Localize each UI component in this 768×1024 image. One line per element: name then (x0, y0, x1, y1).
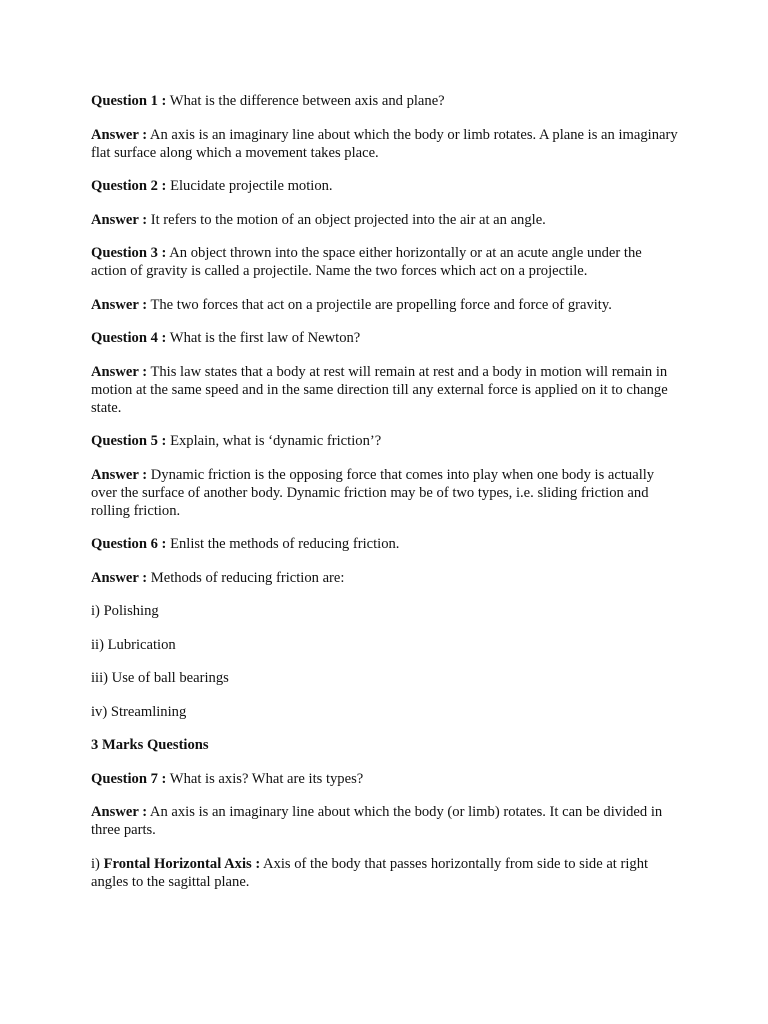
question-5 (91, 432, 681, 450)
question-2 (91, 177, 681, 195)
question-7 (91, 770, 681, 788)
question-label: Question 7 : (91, 770, 167, 787)
answer-text: Dynamic friction is the opposing force that comes into play when one body is actually over the surface of another body. Dynamic friction may be of two types, i.e. sliding friction and rolling friction. (91, 466, 655, 519)
answer-2 (91, 211, 681, 229)
question-label: Question 2 : (91, 178, 167, 194)
question-text: Enlist the methods of reducing friction. (170, 536, 400, 552)
answer-text: It refers to the motion of an object projected into the air at an angle. (150, 211, 546, 228)
question-label: Question 4 : (91, 330, 167, 346)
answer-6 (91, 569, 681, 587)
document-page (91, 92, 681, 906)
answer-1 (91, 126, 681, 162)
list-item-polishing: i) Polishing (91, 603, 159, 619)
answer-3 (91, 296, 681, 314)
answer-4 (91, 363, 681, 417)
question-3 (91, 244, 681, 280)
axis-item-prefix: i) (91, 855, 100, 872)
answer-5 (91, 466, 681, 520)
question-text: What is the first law of Newton? (169, 330, 361, 346)
question-1 (91, 92, 681, 110)
axis-item-text: Axis of the body that passes horizontally from side to side at right angles to the sagittal plane. (91, 855, 649, 890)
question-text: Explain, what is ‘dynamic friction’? (170, 433, 382, 449)
answer-7 (91, 803, 681, 839)
question-label: Question 1 : (91, 93, 167, 109)
question-label: Question 5 : (91, 433, 167, 449)
answer-label: Answer : (91, 804, 148, 820)
answer-label: Answer : (91, 363, 148, 380)
answer-label: Answer : (91, 569, 148, 586)
answer-label: Answer : (91, 296, 148, 313)
question-4 (91, 329, 681, 347)
list-item-streamlining: iv) Streamlining (91, 703, 187, 720)
list-item-lubrication: ii) Lubrication (91, 636, 176, 653)
answer-label: Answer : (91, 466, 148, 483)
question-6 (91, 535, 681, 553)
question-label: Question 3 : (91, 245, 167, 261)
list-item-ball-bearings: iii) Use of ball bearings (91, 670, 229, 686)
question-text: What is axis? What are its types? (169, 770, 364, 787)
section-heading: 3 Marks Questions (91, 737, 209, 753)
answer-label: Answer : (91, 126, 148, 143)
axis-item-term: Frontal Horizontal Axis : (103, 855, 261, 872)
question-text: What is the difference between axis and plane? (169, 93, 445, 109)
answer-text: Methods of reducing friction are: (150, 569, 345, 586)
answer-text: This law states that a body at rest will remain at rest and a body in motion will remain in motion at the same speed and in the same direction till any external force is applied on it to change state. (91, 363, 668, 416)
answer-label: Answer : (91, 211, 148, 228)
answer-text: The two forces that act on a projectile are propelling force and force of gravity. (150, 296, 612, 313)
axis-item-frontal-horizontal (91, 855, 681, 891)
answer-text: An axis is an imaginary line about which the body (or limb) rotates. It can be divided in three parts. (91, 804, 663, 838)
question-label: Question 6 : (91, 536, 167, 552)
question-text: An object thrown into the space either horizontally or at an acute angle under the action of gravity is called a projectile. Name the two forces which act on a projectile. (91, 245, 642, 279)
answer-text: An axis is an imaginary line about which the body or limb rotates. A plane is an imaginary flat surface along which a movement takes place. (91, 126, 678, 161)
question-text: Elucidate projectile motion. (170, 178, 333, 194)
